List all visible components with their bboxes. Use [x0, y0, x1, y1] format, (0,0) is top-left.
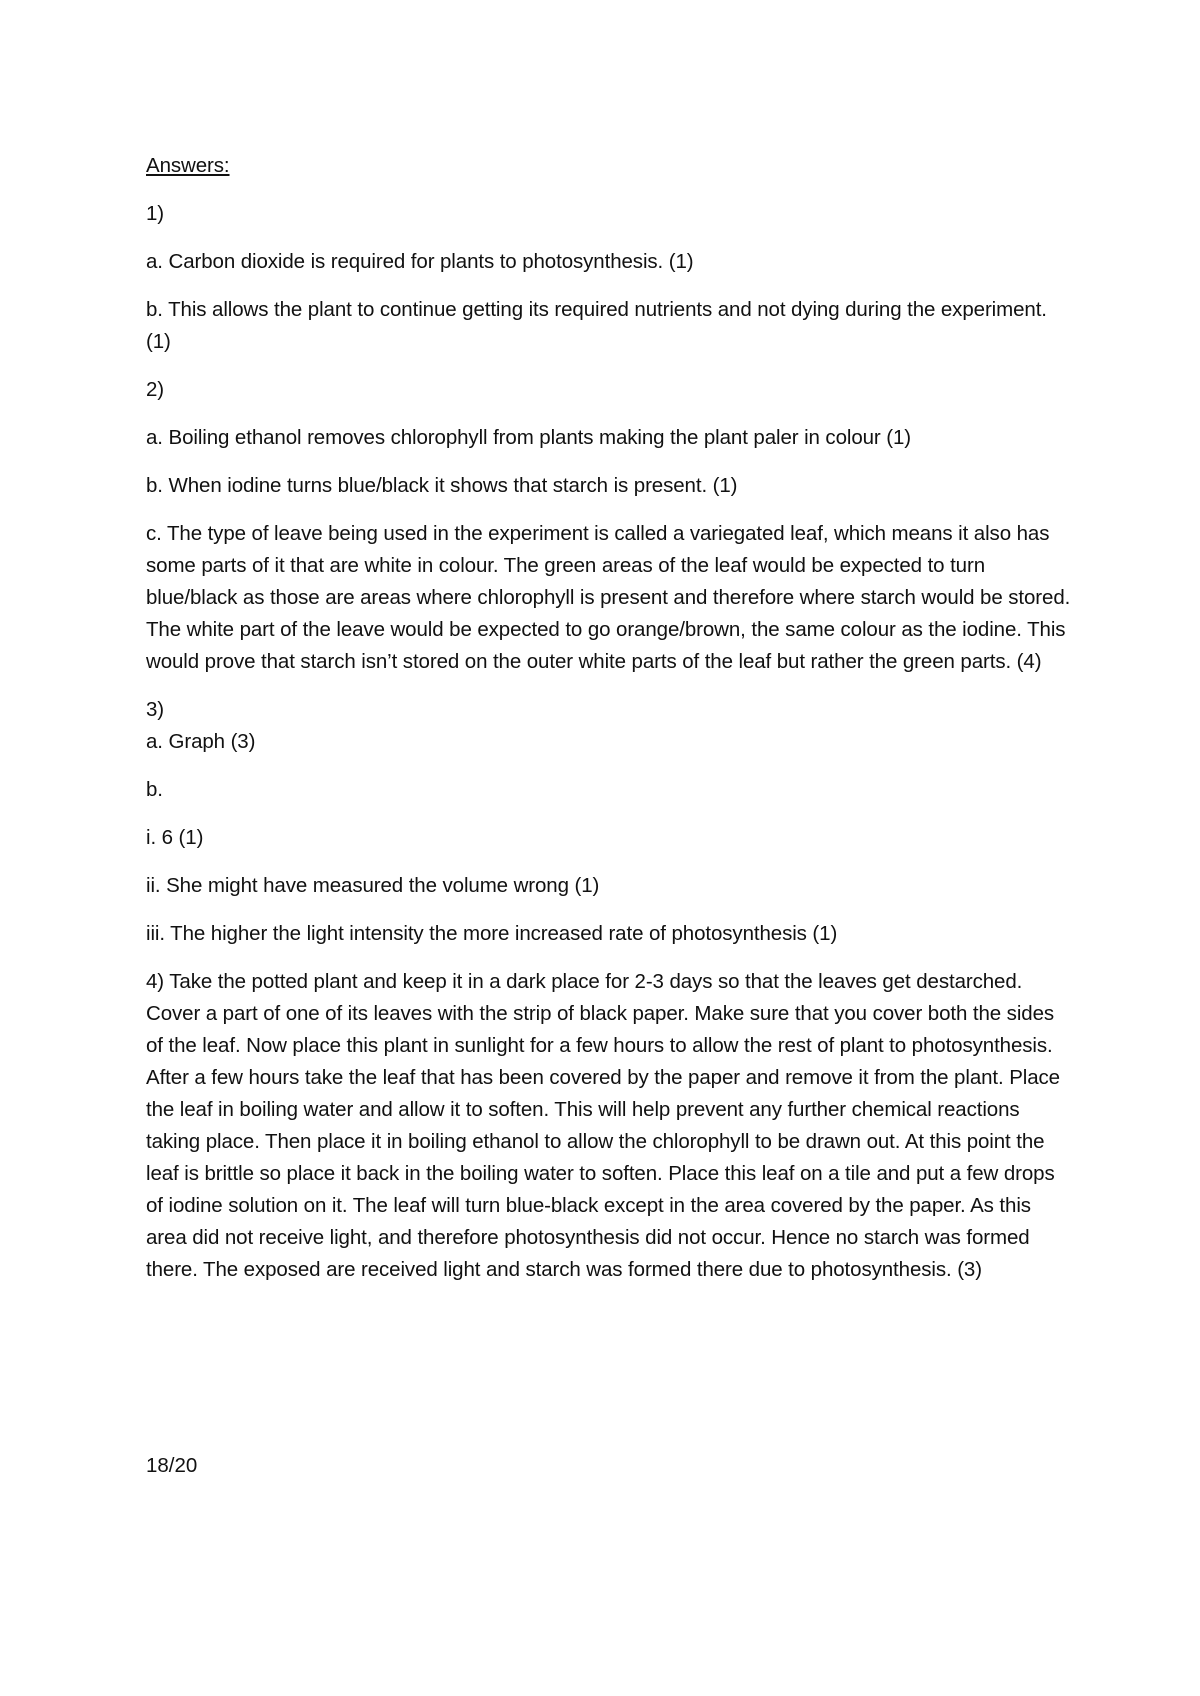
- answer-1b: b. This allows the plant to continue getting its required nutrients and not dying during the experiment. (1): [146, 298, 1047, 353]
- question-2-number: 2): [146, 378, 165, 401]
- answers-body: [146, 150, 1076, 1302]
- answer-3b: b.: [146, 778, 163, 801]
- answer-2b: b. When iodine turns blue/black it shows that starch is present. (1): [146, 474, 738, 497]
- answer-3b-i: i. 6 (1): [146, 826, 204, 849]
- answer-1a: a. Carbon dioxide is required for plants to photosynthesis. (1): [146, 250, 694, 273]
- answer-2c: c. The type of leave being used in the experiment is called a variegated leaf, which means it also has some parts of it that are white in colour. The green areas of the leaf would be expected to turn blue/black as those are areas where chlorophyll is present and therefore where starch would be stored. The white part of the leave would be expected to go orange/brown, the same colour as the iodine. This would prove that starch isn’t stored on the outer white parts of the leaf but rather the green parts. (4): [146, 522, 1071, 673]
- answer-3b-ii: ii. She might have measured the volume wrong (1): [146, 874, 600, 897]
- answer-2a: a. Boiling ethanol removes chlorophyll from plants making the plant paler in colour (1): [146, 426, 912, 449]
- answers-heading: Answers:: [146, 154, 230, 177]
- total-score: 18/20: [146, 1454, 198, 1477]
- question-1-number: 1): [146, 202, 165, 225]
- question-3-number: 3): [146, 698, 165, 721]
- answer-3a: a. Graph (3): [146, 730, 256, 753]
- answer-4: 4) Take the potted plant and keep it in a dark place for 2-3 days so that the leaves get destarched. Cover a part of one of its leaves with the strip of black paper. Make sure that you cover both the sides of the leaf. Now place this plant in sunlight for a few hours to allow the rest of plant to photosynthesis. After a few hours take the leaf that has been covered by the paper and remove it from the plant. Place the leaf in boiling water and allow it to soften. This will help prevent any further chemical reactions taking place. Then place it in boiling ethanol to allow the chlorophyll to be drawn out. At this point the leaf is brittle so place it back in the boiling water to soften. Place this leaf on a tile and put a few drops of iodine solution on it. The leaf will turn blue-black except in the area covered by the paper. As this area did not receive light, and therefore photosynthesis did not occur. Hence no starch was formed there. The exposed are received light and starch was formed there due to photosynthesis. (3): [146, 970, 1060, 1281]
- answer-3b-iii: iii. The higher the light intensity the more increased rate of photosynthesis (1): [146, 922, 838, 945]
